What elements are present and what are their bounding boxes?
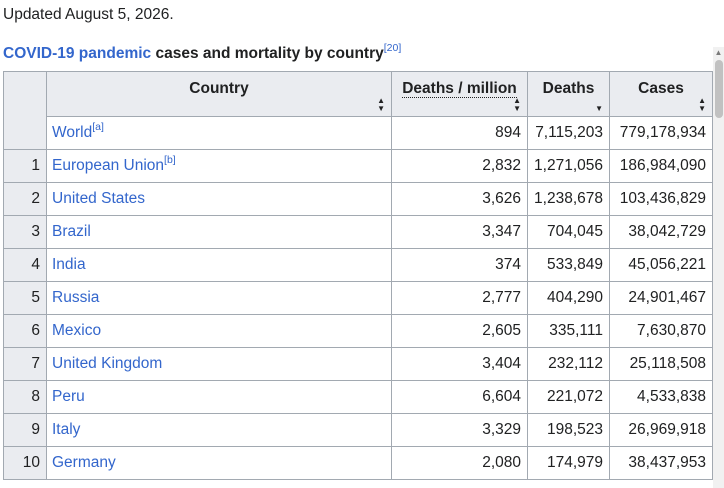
country-cell — [47, 348, 392, 381]
updated-note: Updated August 5, 2026. — [3, 6, 174, 23]
table-row — [4, 150, 713, 183]
row-index: 1 — [4, 150, 47, 183]
header-deaths-per-million-label: Deaths / million — [402, 80, 517, 97]
deaths-per-million-cell: 374 — [392, 249, 528, 282]
deaths-cell: 174,979 — [528, 447, 610, 480]
deaths-cell: 198,523 — [528, 414, 610, 447]
deaths-per-million-cell: 2,080 — [392, 447, 528, 480]
country-link[interactable]: India — [52, 256, 86, 273]
country-link[interactable]: Russia — [52, 289, 100, 306]
row-index: 10 — [4, 447, 47, 480]
deaths-cell: 232,112 — [528, 348, 610, 381]
country-ref[interactable]: [a] — [92, 120, 104, 133]
table-row — [4, 183, 713, 216]
country-cell — [47, 414, 392, 447]
country-cell — [47, 183, 392, 216]
country-link[interactable]: Germany — [52, 454, 116, 471]
table-row-world — [4, 117, 713, 150]
deaths-per-million-cell: 3,347 — [392, 216, 528, 249]
row-index: 5 — [4, 282, 47, 315]
caption-ref[interactable]: [20] — [383, 41, 402, 54]
deaths-cell: 7,115,203 — [528, 117, 610, 150]
sort-desc-icon[interactable]: ▼ — [595, 104, 603, 113]
cases-cell: 38,437,953 — [610, 447, 713, 480]
covid-table-container — [3, 71, 712, 480]
deaths-per-million-cell: 2,832 — [392, 150, 528, 183]
row-index — [4, 117, 47, 150]
header-country[interactable] — [47, 72, 392, 117]
sort-both-icon[interactable]: ▲ ▼ — [513, 96, 521, 113]
deaths-per-million-cell: 894 — [392, 117, 528, 150]
country-link[interactable]: Italy — [52, 421, 81, 438]
header-deaths-per-million[interactable] — [392, 72, 528, 117]
scrollbar-thumb[interactable] — [715, 60, 723, 118]
header-corner — [4, 72, 47, 117]
caption-link[interactable]: COVID-19 pandemic — [3, 45, 152, 62]
cases-cell: 24,901,467 — [610, 282, 713, 315]
deaths-per-million-cell: 2,605 — [392, 315, 528, 348]
cases-cell: 45,056,221 — [610, 249, 713, 282]
country-cell — [47, 117, 392, 150]
row-index: 4 — [4, 249, 47, 282]
row-index: 6 — [4, 315, 47, 348]
country-link[interactable]: United States — [52, 190, 146, 207]
deaths-cell: 221,072 — [528, 381, 610, 414]
deaths-per-million-cell: 6,604 — [392, 381, 528, 414]
header-deaths[interactable] — [528, 72, 610, 117]
sort-both-icon[interactable]: ▲ ▼ — [698, 96, 706, 113]
country-ref[interactable]: [b] — [164, 153, 176, 166]
country-link[interactable]: Mexico — [52, 322, 102, 339]
cases-cell: 7,630,870 — [610, 315, 713, 348]
country-cell — [47, 315, 392, 348]
deaths-per-million-cell: 3,404 — [392, 348, 528, 381]
deaths-cell: 1,271,056 — [528, 150, 610, 183]
deaths-cell: 704,045 — [528, 216, 610, 249]
country-link[interactable]: Peru — [52, 388, 85, 405]
header-row — [4, 72, 713, 117]
deaths-per-million-cell: 3,626 — [392, 183, 528, 216]
country-link[interactable]: World — [52, 124, 93, 141]
scroll-up-arrow-icon[interactable]: ▲ — [714, 48, 723, 57]
country-link[interactable]: Brazil — [52, 223, 91, 240]
table-row — [4, 447, 713, 480]
table-caption — [3, 41, 402, 63]
header-cases[interactable] — [610, 72, 713, 117]
cases-cell: 186,984,090 — [610, 150, 713, 183]
cases-cell: 38,042,729 — [610, 216, 713, 249]
header-cases-label: Cases — [638, 80, 684, 97]
deaths-cell: 533,849 — [528, 249, 610, 282]
table-row — [4, 381, 713, 414]
table-row — [4, 348, 713, 381]
cases-cell: 4,533,838 — [610, 381, 713, 414]
deaths-cell: 1,238,678 — [528, 183, 610, 216]
row-index: 7 — [4, 348, 47, 381]
row-index: 8 — [4, 381, 47, 414]
covid-table — [3, 71, 713, 480]
row-index: 2 — [4, 183, 47, 216]
deaths-cell: 335,111 — [528, 315, 610, 348]
country-cell — [47, 216, 392, 249]
table-row — [4, 315, 713, 348]
table-row — [4, 216, 713, 249]
country-link[interactable]: European Union — [52, 157, 165, 174]
table-row — [4, 249, 713, 282]
cases-cell: 25,118,508 — [610, 348, 713, 381]
cases-cell: 779,178,934 — [610, 117, 713, 150]
country-cell — [47, 282, 392, 315]
country-cell — [47, 447, 392, 480]
country-link[interactable]: United Kingdom — [52, 355, 163, 372]
header-country-label: Country — [189, 80, 249, 97]
row-index: 9 — [4, 414, 47, 447]
deaths-cell: 404,290 — [528, 282, 610, 315]
country-cell — [47, 249, 392, 282]
sort-both-icon[interactable]: ▲ ▼ — [377, 96, 385, 113]
row-index: 3 — [4, 216, 47, 249]
table-row — [4, 282, 713, 315]
country-cell — [47, 150, 392, 183]
caption-text: cases and mortality by country — [151, 45, 384, 62]
country-cell — [47, 381, 392, 414]
cases-cell: 103,436,829 — [610, 183, 713, 216]
header-deaths-label: Deaths — [542, 80, 595, 97]
deaths-per-million-cell: 2,777 — [392, 282, 528, 315]
cases-cell: 26,969,918 — [610, 414, 713, 447]
table-row — [4, 414, 713, 447]
deaths-per-million-cell: 3,329 — [392, 414, 528, 447]
